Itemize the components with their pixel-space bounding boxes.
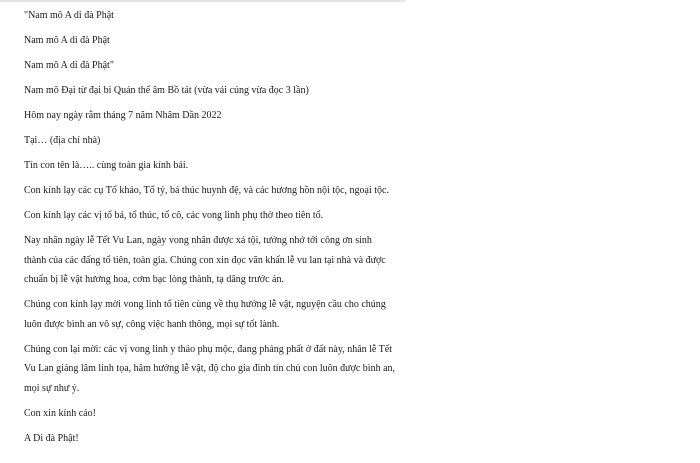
paragraph-11: Chúng con kính lạy mời vong linh tổ tiên cùng về thụ hưởng lễ vật, nguyện cầu cho chúng luôn được bình an vô sự, công việc hanh thông, mọi sự tốt lành. <box>24 299 386 330</box>
paragraph-12: Chúng con lại mời: các vị vong linh y thảo phụ mộc, đang phảng phất ở đất này, nhân lễ Tết Vu Lan giáng lâm linh tọa, hâm hưởng lễ vật, độ cho gia đình tín chủ con luôn được bình an, mọi sự như ý. <box>24 343 396 394</box>
paragraph-5: Hôm nay ngày rằm tháng 7 năm Nhâm Dần 2022 <box>24 110 222 121</box>
paragraph-9: Con kính lạy các vị tổ bá, tổ thúc, tổ cô, các vong linh phụ thờ theo tiên tổ. <box>24 210 324 221</box>
page-top-border <box>0 0 405 2</box>
paragraph-6: Tại… (địa chỉ nhà) <box>24 135 101 146</box>
paragraph-3: Nam mô A di đà Phật" <box>24 60 114 71</box>
paragraph-14: A Di đà Phật! <box>24 432 79 444</box>
paragraph-10: Nay nhân ngày lễ Tết Vu Lan, ngày vong nhân được xá tội, tưởng nhớ tới công ơn sinh thành của các đấng tổ tiên, toàn gia. Chúng con xin đọc văn khấn lễ vu lan tại nhà và được chuẩn bị lễ vật hương hoa, cơm bạc lòng thành, tạ dâng trước án. <box>24 235 386 285</box>
paragraph-1: "Nam mô A di đà Phật <box>24 10 114 21</box>
paragraph-2: Nam mô A di đà Phật <box>24 35 110 46</box>
paragraph-7: Tín con tên là….. cùng toàn gia kính bái. <box>24 160 189 171</box>
paragraph-13: Con xin kính cáo! <box>24 407 96 419</box>
paragraph-4: Nam mô Đại từ đại bi Quán thế âm Bồ tát (vừa vái cúng vừa đọc 3 lần) <box>24 85 309 96</box>
paragraph-8: Con kính lạy các cụ Tổ khảo, Tổ tỷ, bá thúc huynh đệ, và các hương hồn nội tộc, ngoại tộc. <box>24 185 389 196</box>
document-body <box>24 6 396 454</box>
